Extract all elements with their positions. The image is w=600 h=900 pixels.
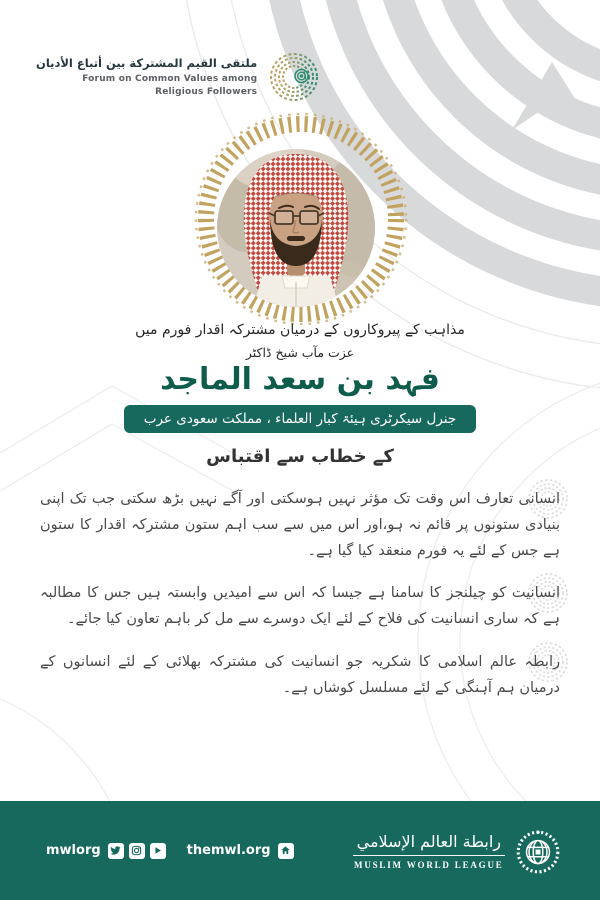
quote-paragraph: انسانی تعارف اس وقت تک مؤثر نہیں ہوسکتی اور آگے نہیں بڑھ سکتی جب تک اپنی بنیادی ستونوں پر قائم نہ ہو،اور اس میں سے سب اہم ستون مشترکہ اقدار کا ستون ہے جس کے لئے یہ فورم منعقد کیا گیا ہے۔ [40, 487, 560, 564]
quote-paragraph: رابطہ عالم اسلامی کا شکریہ جو انسانیت کی مشترکہ بھلائی کے لئے انسانوں کے درمیان ہم آہنگی کے لئے مسلسل کوشاں ہے۔ [40, 650, 560, 702]
quote-heading: کے خطاب سے اقتباس [206, 445, 394, 467]
mwl-brand [353, 827, 562, 875]
speaker-title-badge: جنرل سیکرٹری ہیئۃ کبار العلماء ، مملکت سعودی عرب [124, 405, 476, 433]
forum-brand [36, 50, 321, 104]
speaker-caption [0, 322, 600, 467]
honorific-line: عزت مآب شیخ ڈاکٹر [245, 345, 355, 360]
mwl-globe-wreath-emblem-icon [514, 827, 562, 875]
forum-brand-text [36, 56, 257, 97]
twitter-icon[interactable] [108, 843, 124, 859]
website-url[interactable]: themwl.org [186, 843, 271, 858]
instagram-icon[interactable] [129, 843, 145, 859]
mwl-name-english: MUSLIM WORLD LEAGUE [354, 859, 504, 870]
quote-paragraph: انسانیت کو چیلنجز کا سامنا ہے جیسا کہ اس سے امیدیں وابستہ ہیں جس کا مطالبہ ہے کہ ساری انسانیت کی فلاح کے لئے ایک دوسرے سے مل کر باہم تعاون کیا جائے۔ [40, 581, 560, 633]
youtube-icon[interactable] [150, 843, 166, 859]
mwl-wordmark [353, 832, 505, 870]
speaker-photo [184, 112, 414, 344]
forum-title-arabic: ملتقى القيم المشتركة بين أتباع الأديان [36, 56, 258, 71]
forum-swirl-logo-icon [267, 50, 321, 104]
speaker-portrait [184, 112, 414, 344]
footer-bar [0, 801, 600, 900]
social-handle[interactable]: mwlorg [46, 843, 101, 858]
home-icon[interactable] [278, 843, 294, 859]
forum-title-english-line1: Forum on Common Values among [82, 74, 258, 85]
forum-context-line: مذاہب کے پیروکاروں کے درمیان مشترکہ اقدار فورم میں [135, 322, 465, 338]
speaker-name: فہد بن سعد الماجد [160, 362, 440, 397]
quote-body [40, 487, 560, 719]
mwl-name-arabic: رابطة العالم الإسلامي [353, 832, 505, 856]
forum-title-english-line2: Religious Followers [155, 86, 258, 97]
footer-social-group [46, 843, 299, 859]
